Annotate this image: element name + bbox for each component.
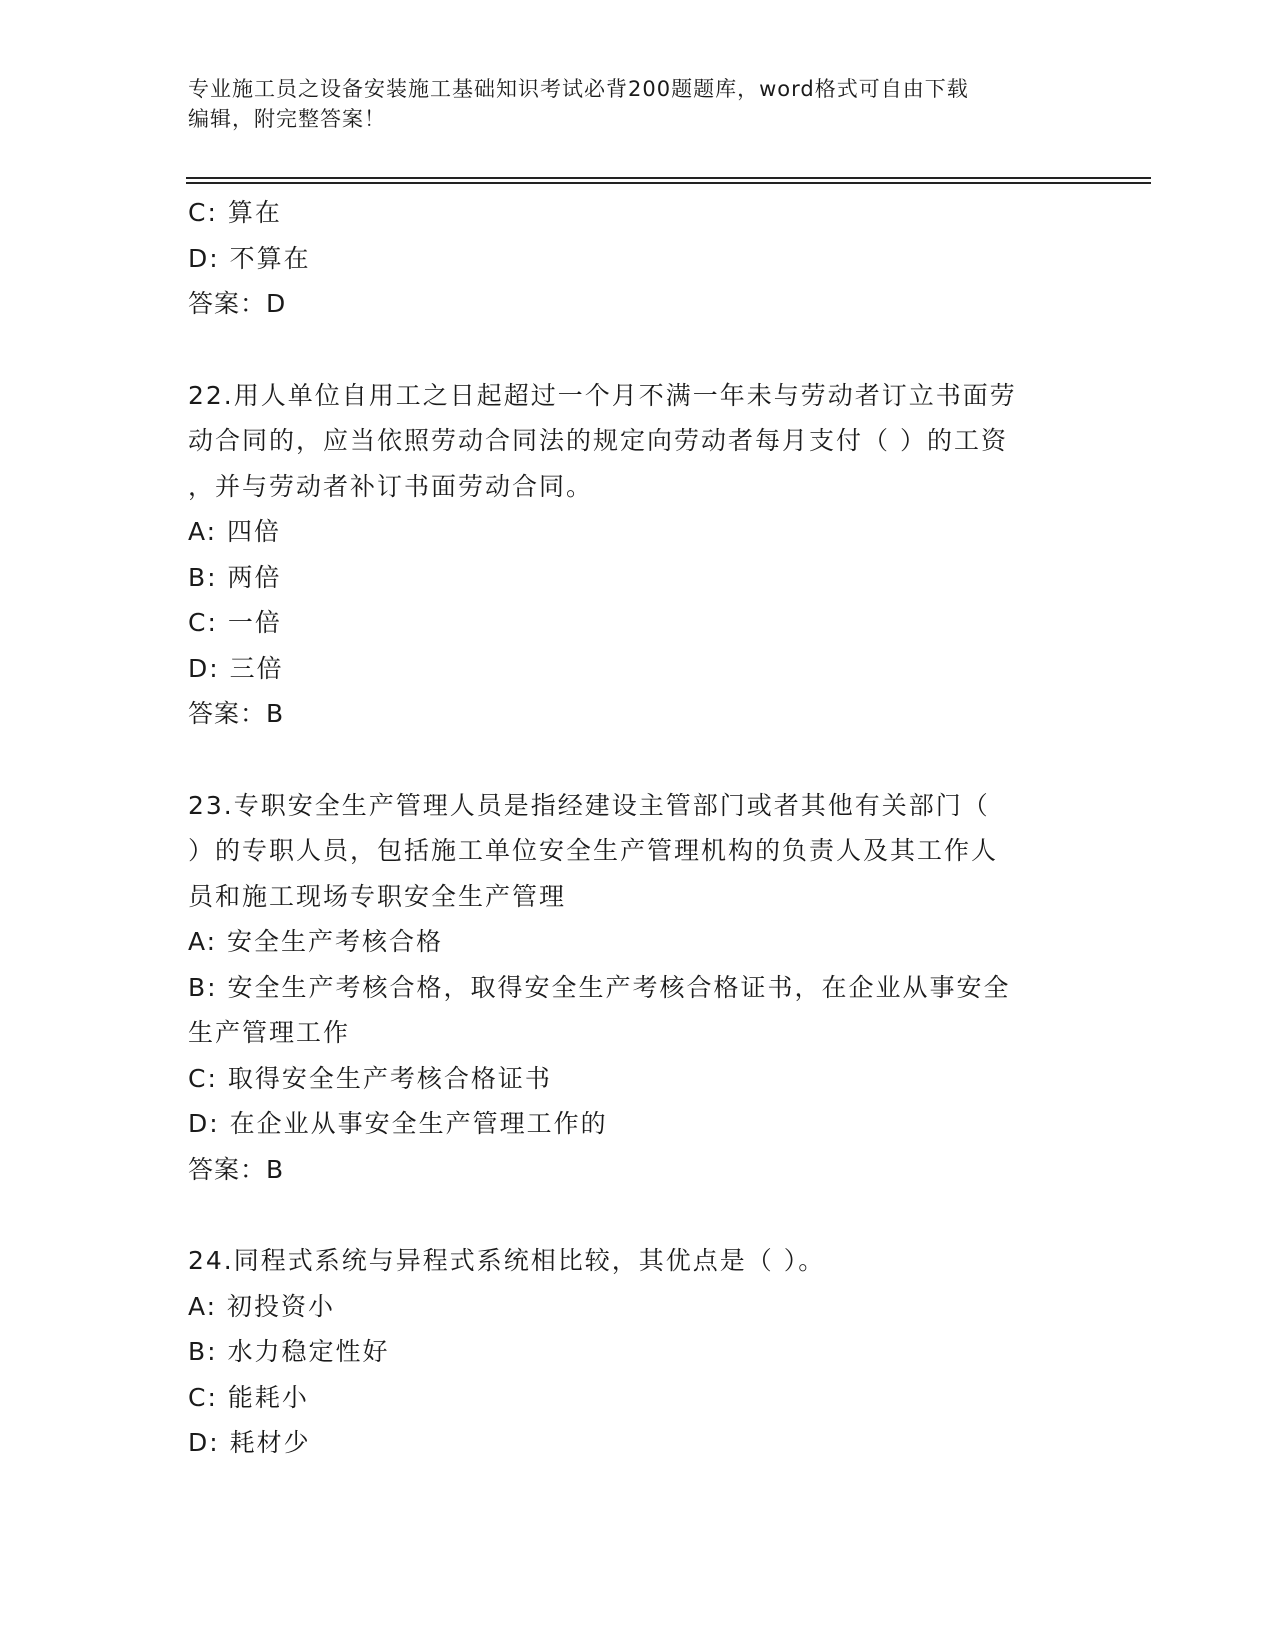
option-d: D: 三倍	[188, 653, 284, 683]
option-b-line: B: 安全生产考核合格，取得安全生产考核合格证书，在企业从事安全	[188, 972, 1011, 1002]
spacer	[188, 737, 1088, 783]
header-line-1: 专业施工员之设备安装施工基础知识考试必背200题题库，word格式可自由下载	[188, 77, 969, 101]
option-b: B: 水力稳定性好	[188, 1337, 390, 1366]
answer-line: 答案：B	[188, 1154, 285, 1184]
question-stem-line: ）的专职人员，包括施工单位安全生产管理机构的负责人及其工作人	[188, 836, 999, 865]
option-a: A: 四倍	[188, 517, 282, 546]
answer-line: 答案：D	[188, 289, 287, 318]
header-divider-top	[186, 177, 1151, 179]
question-stem-line: 22.用人单位自用工之日起超过一个月不满一年未与劳动者订立书面劳	[188, 380, 1017, 410]
question-22	[188, 373, 1088, 737]
option-c: C: 算在	[188, 198, 282, 227]
option-d: D: 在企业从事安全生产管理工作的	[188, 1109, 608, 1138]
question-stem-line: 员和施工现场专职安全生产管理	[188, 881, 567, 911]
option-b: B: 两倍	[188, 562, 282, 592]
answer-line: 答案：B	[188, 699, 285, 728]
option-c: C: 能耗小	[188, 1382, 309, 1412]
question-23	[188, 783, 1088, 1193]
question-stem-line: ，并与劳动者补订书面劳动合同。	[188, 471, 594, 501]
document-header	[188, 74, 1068, 134]
spacer	[188, 327, 1088, 373]
option-d: D: 耗材少	[188, 1428, 311, 1457]
question-stem: 24.同程式系统与异程式系统相比较，其优点是（ ）。	[188, 1246, 826, 1275]
question-21	[188, 190, 1088, 327]
option-b-line: 生产管理工作	[188, 1018, 351, 1047]
question-stem-line: 动合同的，应当依照劳动合同法的规定向劳动者每月支付（ ）的工资	[188, 426, 1008, 455]
header-divider-bottom	[186, 182, 1151, 184]
question-list	[188, 190, 1088, 1466]
spacer	[188, 1192, 1088, 1238]
option-d: D: 不算在	[188, 243, 311, 273]
question-stem-line: 23.专职安全生产管理人员是指经建设主管部门或者其他有关部门（	[188, 790, 990, 820]
question-24	[188, 1238, 1088, 1466]
option-a: A: 初投资小	[188, 1291, 336, 1321]
header-line-2: 编辑，附完整答案！	[188, 107, 386, 131]
option-a: A: 安全生产考核合格	[188, 927, 444, 956]
option-c: C: 取得安全生产考核合格证书	[188, 1063, 552, 1093]
option-c: C: 一倍	[188, 608, 282, 637]
